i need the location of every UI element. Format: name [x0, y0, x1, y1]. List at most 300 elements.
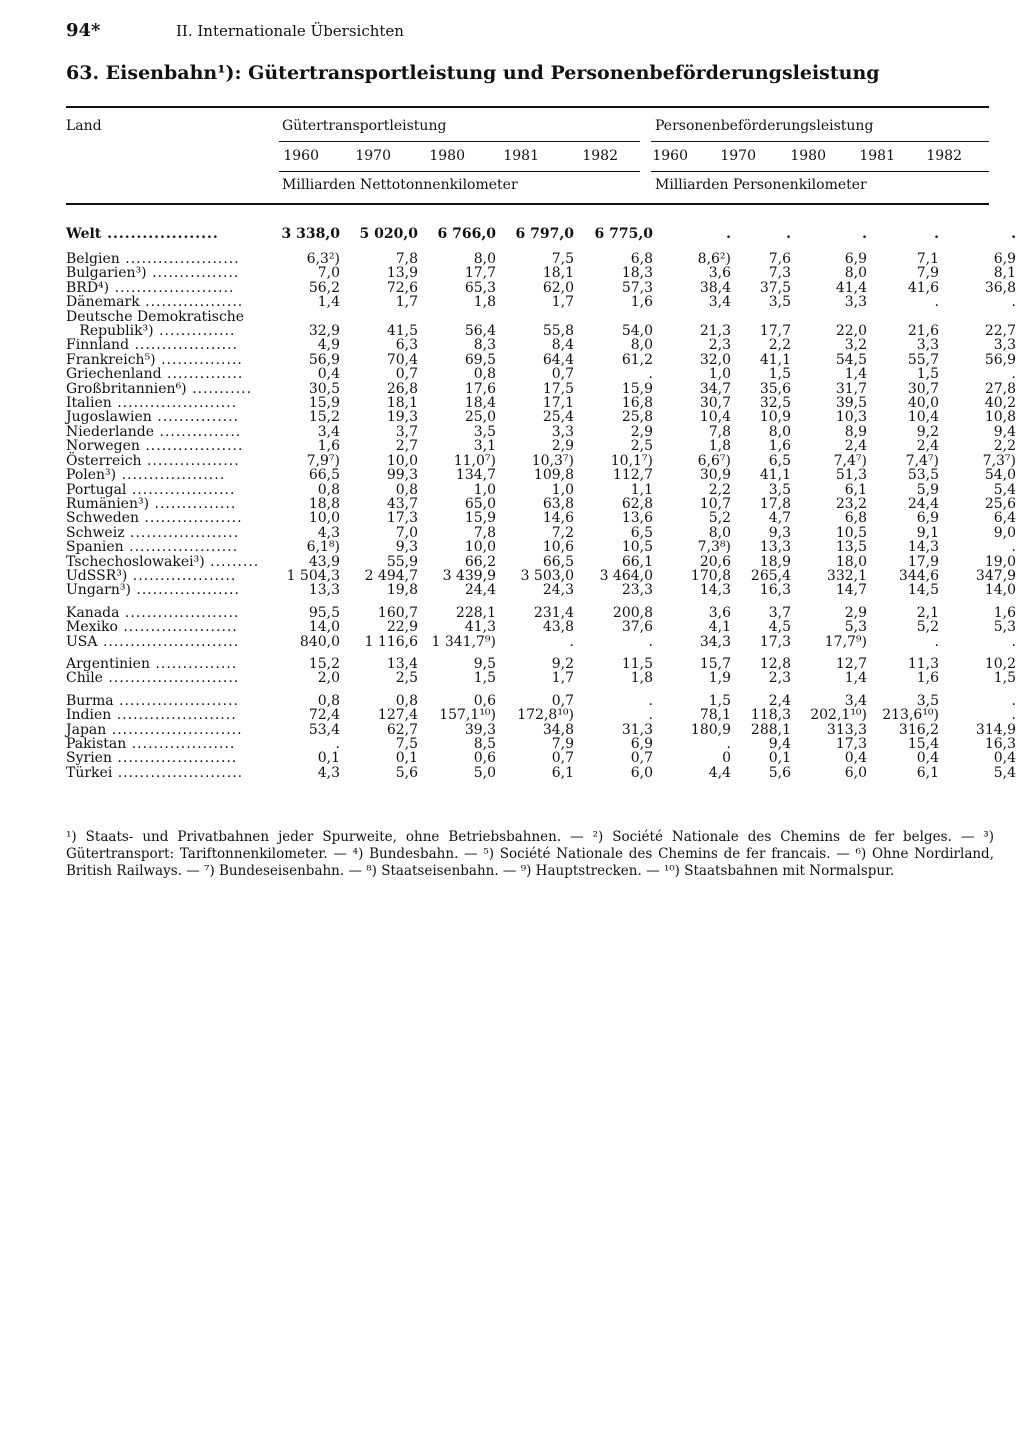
- value-cell: 62,7: [386, 721, 418, 738]
- value-cell: 0,6: [473, 692, 496, 709]
- value-cell: 0,4: [317, 366, 340, 383]
- value-cell: 41,3: [464, 619, 496, 636]
- table-row: [66, 708, 1020, 722]
- value-cell: 24,4: [907, 495, 939, 512]
- value-cell: 36,8: [984, 279, 1016, 296]
- country-cell: [66, 606, 278, 620]
- value-cell: 63,8: [542, 495, 574, 512]
- value-cell: 3,6: [708, 265, 731, 282]
- value-cell: .: [1011, 633, 1016, 650]
- value-cell: [422, 310, 500, 324]
- value-cell: 213,6¹⁰): [882, 707, 939, 724]
- value-cell: 25,6: [984, 495, 1016, 512]
- leader-dots: ...............: [151, 409, 239, 426]
- value-cell: 26,8: [386, 380, 418, 397]
- value-cell: 0,8: [317, 481, 340, 498]
- value-cell: 288,1: [750, 721, 791, 738]
- value-cell: 3,7: [395, 423, 418, 440]
- value-cell: 1 504,3: [286, 567, 340, 584]
- value-cell: 11,0⁷): [453, 452, 496, 469]
- table-row: [66, 382, 1020, 396]
- value-cell: 1,1: [630, 481, 653, 498]
- value-cell: 12,7: [835, 655, 867, 672]
- value-cell: 54,5: [835, 351, 867, 368]
- country-name: Türkei: [66, 764, 113, 781]
- value-cell: 0,4: [844, 750, 867, 767]
- table-row: [66, 526, 1020, 540]
- country-name: Tschechoslowakei³): [66, 553, 205, 570]
- value-cell: 1,5: [768, 366, 791, 383]
- value-cell: 202,1¹⁰): [810, 707, 867, 724]
- value-cell: 1,6: [768, 438, 791, 455]
- table-row: [66, 439, 1020, 453]
- value-cell: 10,2: [984, 655, 1016, 672]
- table-row: [66, 751, 1020, 765]
- value-cell: 0,7: [551, 366, 574, 383]
- value-cell: 3,5: [768, 294, 791, 311]
- value-cell: 2,3: [768, 670, 791, 687]
- country-cell: [66, 671, 278, 685]
- value-cell: 170,8: [690, 567, 731, 584]
- value-cell: 17,9: [907, 553, 939, 570]
- leader-dots: ......................: [113, 692, 239, 709]
- passenger-unit-header: Milliarden Personenkilometer: [655, 177, 867, 193]
- value-cell: 16,8: [621, 395, 653, 412]
- value-cell: 332,1: [826, 567, 867, 584]
- country-name: Griechenland: [66, 366, 162, 383]
- value-cell: 6,8: [630, 251, 653, 267]
- value-cell: 180,9: [690, 721, 731, 738]
- country-name: Argentinien: [66, 655, 150, 672]
- country-cell: [66, 353, 278, 367]
- value-cell: 2,5: [630, 438, 653, 455]
- value-cell: 38,4: [699, 279, 731, 296]
- header-bottom-rule: [66, 203, 989, 205]
- value-cell: 39,5: [835, 395, 867, 412]
- value-cell: 22,0: [835, 323, 867, 340]
- value-cell: 1 341,7⁹): [431, 633, 496, 650]
- value-cell: 1,4: [317, 294, 340, 311]
- value-cell: 17,7: [464, 265, 496, 282]
- table-row: [66, 657, 1020, 671]
- value-cell: 72,4: [308, 707, 340, 724]
- value-cell: 69,5: [464, 351, 496, 368]
- value-cell: 6,9: [916, 510, 939, 527]
- value-cell: 55,8: [542, 323, 574, 340]
- value-cell: 18,0: [835, 553, 867, 570]
- value-cell: 7,2: [551, 524, 574, 541]
- table-row: [66, 540, 1020, 554]
- value-cell: 54,0: [984, 467, 1016, 484]
- table-row: [66, 497, 1020, 511]
- value-cell: 24,4: [464, 582, 496, 599]
- value-cell: 3,4: [317, 423, 340, 440]
- value-cell: 2,0: [317, 670, 340, 687]
- country-name: Republik³): [66, 323, 154, 340]
- country-name: BRD⁴): [66, 279, 110, 296]
- leader-dots: ...............: [155, 351, 243, 368]
- value-cell: 8,0: [768, 423, 791, 440]
- country-name: Belgien: [66, 251, 120, 267]
- value-cell: 25,8: [621, 409, 653, 426]
- value-cell: 0,4: [993, 750, 1016, 767]
- value-cell: 6,9: [630, 736, 653, 752]
- value-cell: 24,3: [542, 582, 574, 599]
- value-cell: 78,1: [699, 707, 731, 724]
- value-cell: 6,1: [551, 764, 574, 781]
- table-row: [66, 338, 1020, 352]
- value-cell: 0,8: [317, 692, 340, 709]
- freight-year-1982: 1982: [582, 148, 618, 164]
- value-cell: 2,2: [768, 337, 791, 354]
- data-table: [66, 224, 1020, 780]
- country-name: Pakistan: [66, 736, 127, 752]
- value-cell: 13,3: [759, 539, 791, 556]
- value-cell: 5,4: [993, 764, 1016, 781]
- value-cell: 32,9: [308, 323, 340, 340]
- country-cell: [66, 410, 278, 424]
- section-title: II. Internationale Übersichten: [176, 22, 404, 40]
- value-cell: [735, 310, 795, 324]
- value-cell: 3,3: [916, 337, 939, 354]
- leader-dots: ...................: [126, 481, 236, 498]
- table-row: [66, 723, 1020, 737]
- table-row: [66, 606, 1020, 620]
- value-cell: 18,4: [464, 395, 496, 412]
- value-cell: 10,4: [699, 409, 731, 426]
- value-cell: 118,3: [750, 707, 791, 724]
- country-name: Burma: [66, 692, 114, 709]
- leader-dots: ...................: [101, 226, 219, 242]
- leader-dots: ...................: [127, 567, 237, 584]
- value-cell: .: [648, 707, 653, 724]
- value-cell: 6,1⁸): [306, 539, 340, 556]
- value-cell: .: [786, 226, 791, 242]
- value-cell: 347,9: [975, 567, 1016, 584]
- land-column-header: Land: [66, 118, 102, 134]
- country-cell: [66, 266, 278, 280]
- country-name: Indien: [66, 707, 112, 724]
- value-cell: 34,3: [699, 633, 731, 650]
- value-cell: [871, 310, 943, 324]
- value-cell: .: [648, 633, 653, 650]
- value-cell: 8,0: [473, 251, 496, 267]
- country-name: Japan: [66, 721, 107, 738]
- leader-dots: .....................: [119, 251, 240, 267]
- value-cell: 10,1⁷): [610, 452, 653, 469]
- country-name: Deutsche Demokratische: [66, 308, 245, 325]
- value-cell: [344, 310, 422, 324]
- country-name: USA: [66, 633, 98, 650]
- value-cell: 5,6: [395, 764, 418, 781]
- value-cell: 17,3: [835, 736, 867, 752]
- passenger-year-1981: 1981: [859, 148, 895, 164]
- value-cell: 4,7: [768, 510, 791, 527]
- country-name: Kanada: [66, 604, 120, 621]
- footnotes: ¹) Staats- und Privatbahnen jeder Spurweite, ohne Betriebsbahnen. — ²) Société Nationale des Chemins de fer belges. — ³) Gütertransport: Tariftonnenkilometer. — ⁴) Bundesbahn. — ⁵) Société Nationale des Chemins de fer francais. — ⁶) Ohne Nordirland, British Railways. — ⁷) Bundeseisenbahn. — ⁸) Staatseisenbahn. — ⁹) Hauptstrecken. — ¹⁰) Staatsbahnen mit Normalspur.: [66, 829, 994, 879]
- leader-dots: ...............: [149, 495, 237, 512]
- value-cell: 7,3⁸): [697, 539, 731, 556]
- value-cell: 6,5: [630, 524, 653, 541]
- leader-dots: ..................: [138, 510, 243, 527]
- value-cell: 15,9: [308, 395, 340, 412]
- value-cell: 1,6: [317, 438, 340, 455]
- value-cell: 21,3: [699, 323, 731, 340]
- value-cell: 5,3: [993, 619, 1016, 636]
- value-cell: 2,4: [844, 438, 867, 455]
- value-cell: 19,3: [386, 409, 418, 426]
- country-cell: [66, 382, 278, 396]
- value-cell: 3,3: [993, 337, 1016, 354]
- value-cell: 2,9: [630, 423, 653, 440]
- value-cell: [943, 310, 1020, 324]
- value-cell: .: [1011, 226, 1016, 242]
- value-cell: 2,4: [916, 438, 939, 455]
- value-cell: 200,8: [612, 604, 653, 621]
- value-cell: 3,5: [916, 692, 939, 709]
- country-cell: [66, 635, 278, 649]
- country-cell: [66, 483, 278, 497]
- value-cell: 160,7: [377, 604, 418, 621]
- value-cell: 7,6: [768, 251, 791, 267]
- value-cell: 1,0: [708, 366, 731, 383]
- value-cell: 3,6: [708, 604, 731, 621]
- value-cell: 2,2: [708, 481, 731, 498]
- leader-dots: ..................: [139, 438, 244, 455]
- leader-dots: ..............: [153, 323, 236, 340]
- value-cell: 112,7: [612, 467, 653, 484]
- leader-dots: ..................: [139, 294, 244, 311]
- leader-dots: ........................: [106, 721, 243, 738]
- country-cell: [66, 295, 278, 309]
- value-cell: 7,8: [708, 423, 731, 440]
- value-cell: 0,8: [473, 366, 496, 383]
- leader-dots: ......................: [111, 707, 237, 724]
- freight-year-1960: 1960: [283, 148, 319, 164]
- value-cell: 30,7: [907, 380, 939, 397]
- table-row: [66, 620, 1020, 634]
- value-cell: 17,8: [759, 495, 791, 512]
- value-cell: 0,1: [317, 750, 340, 767]
- value-cell: .: [1011, 539, 1016, 556]
- value-cell: 30,5: [308, 380, 340, 397]
- value-cell: 7,3: [768, 265, 791, 282]
- country-cell: [66, 555, 278, 569]
- country-name: Bulgarien³): [66, 265, 147, 282]
- value-cell: 1,0: [551, 481, 574, 498]
- passenger-year-1980: 1980: [790, 148, 826, 164]
- leader-dots: .......................: [112, 764, 244, 781]
- value-cell: 10,0: [308, 510, 340, 527]
- value-cell: 3,1: [473, 438, 496, 455]
- value-cell: 9,5: [473, 655, 496, 672]
- value-cell: 2,9: [551, 438, 574, 455]
- value-cell: 15,9: [464, 510, 496, 527]
- value-cell: 10,3⁷): [531, 452, 574, 469]
- freight-year-1981: 1981: [503, 148, 539, 164]
- value-cell: [278, 310, 344, 324]
- value-cell: 39,3: [464, 721, 496, 738]
- country-name: Österreich: [66, 452, 142, 469]
- value-cell: 3 439,9: [442, 567, 496, 584]
- value-cell: 62,0: [542, 279, 574, 296]
- value-cell: 25,4: [542, 409, 574, 426]
- value-cell: 43,9: [308, 553, 340, 570]
- value-cell: 5,4: [993, 481, 1016, 498]
- country-name: Polen³): [66, 467, 117, 484]
- value-cell: 1 116,6: [364, 633, 418, 650]
- value-cell: 0,1: [395, 750, 418, 767]
- value-cell: 172,8¹⁰): [517, 707, 574, 724]
- country-cell: [66, 324, 278, 338]
- value-cell: 10,6: [542, 539, 574, 556]
- value-cell: 6,0: [630, 764, 653, 781]
- country-cell: [66, 468, 278, 482]
- value-cell: 5,2: [916, 619, 939, 636]
- value-cell: 127,4: [377, 707, 418, 724]
- value-cell: 7,5: [395, 736, 418, 752]
- value-cell: 37,6: [621, 619, 653, 636]
- value-cell: 95,5: [308, 604, 340, 621]
- value-cell: 53,4: [308, 721, 340, 738]
- value-cell: 14,0: [984, 582, 1016, 599]
- value-cell: 7,9: [916, 265, 939, 282]
- value-cell: 17,5: [542, 380, 574, 397]
- value-cell: 6 797,0: [515, 226, 574, 242]
- country-name: Schweiz: [66, 524, 125, 541]
- page-header: [66, 20, 404, 41]
- value-cell: 35,6: [759, 380, 791, 397]
- value-cell: 64,4: [542, 351, 574, 368]
- value-cell: 0,1: [768, 750, 791, 767]
- value-cell: 20,6: [699, 553, 731, 570]
- value-cell: 32,0: [699, 351, 731, 368]
- value-cell: 21,6: [907, 323, 939, 340]
- country-name: Finnland: [66, 337, 130, 354]
- passenger-year-rule: [651, 171, 989, 172]
- country-cell: [66, 454, 278, 468]
- value-cell: .: [648, 692, 653, 709]
- value-cell: .: [726, 226, 731, 242]
- value-cell: 27,8: [984, 380, 1016, 397]
- table-row: [66, 367, 1020, 381]
- leader-dots: ...........: [186, 380, 253, 397]
- country-cell: [66, 540, 278, 554]
- value-cell: 17,6: [464, 380, 496, 397]
- value-cell: .: [1011, 692, 1016, 709]
- value-cell: 344,6: [898, 567, 939, 584]
- country-name: Frankreich⁵): [66, 351, 156, 368]
- value-cell: 10,0: [386, 452, 418, 469]
- country-name: UdSSR³): [66, 567, 128, 584]
- leader-dots: ...............: [154, 423, 242, 440]
- value-cell: 34,8: [542, 721, 574, 738]
- value-cell: 7,9⁷): [306, 452, 340, 469]
- value-cell: 14,3: [907, 539, 939, 556]
- value-cell: 19,8: [386, 582, 418, 599]
- value-cell: 6,6⁷): [697, 452, 731, 469]
- country-name: Welt: [66, 226, 102, 242]
- value-cell: 22,7: [984, 323, 1016, 340]
- table-row: [66, 224, 1020, 252]
- value-cell: 2,4: [768, 692, 791, 709]
- value-cell: 41,6: [907, 279, 939, 296]
- table-row: [66, 454, 1020, 468]
- value-cell: 3,3: [551, 423, 574, 440]
- leader-dots: ...............: [149, 655, 238, 672]
- value-cell: 4,4: [708, 764, 731, 781]
- country-name: Ungarn³): [66, 582, 131, 599]
- table-row: [66, 310, 1020, 324]
- value-cell: 8,6²): [697, 251, 731, 267]
- value-cell: 56,4: [464, 323, 496, 340]
- top-rule: [66, 106, 989, 108]
- country-cell: [66, 569, 278, 583]
- value-cell: 0,8: [395, 481, 418, 498]
- value-cell: 5,2: [708, 510, 731, 527]
- value-cell: [500, 310, 578, 324]
- country-name: Großbritannien⁶): [66, 380, 187, 397]
- value-cell: 2,5: [395, 670, 418, 687]
- value-cell: 8,3: [473, 337, 496, 354]
- value-cell: 5,3: [844, 619, 867, 636]
- value-cell: 316,2: [898, 721, 939, 738]
- country-name: Rumänien³): [66, 495, 150, 512]
- leader-dots: ...................: [130, 582, 240, 599]
- value-cell: 10,5: [621, 539, 653, 556]
- value-cell: 66,2: [464, 553, 496, 570]
- value-cell: 231,4: [533, 604, 574, 621]
- country-cell: [66, 497, 278, 511]
- value-cell: 31,3: [621, 721, 653, 738]
- value-cell: 41,1: [759, 467, 791, 484]
- table-row: [66, 555, 1020, 569]
- value-cell: 15,9: [621, 380, 653, 397]
- passenger-group-rule: [651, 141, 989, 142]
- country-cell: [66, 737, 278, 751]
- value-cell: 1,5: [473, 670, 496, 687]
- value-cell: 2,1: [916, 604, 939, 621]
- value-cell: 6,5: [768, 452, 791, 469]
- data-table-body: [66, 224, 1020, 780]
- value-cell: 1,9: [708, 670, 731, 687]
- value-cell: 2,3: [708, 337, 731, 354]
- value-cell: 6 766,0: [437, 226, 496, 242]
- value-cell: 0: [722, 750, 731, 767]
- value-cell: 30,7: [699, 395, 731, 412]
- table-row: [66, 694, 1020, 708]
- value-cell: 56,2: [308, 279, 340, 296]
- value-cell: 1,6: [916, 670, 939, 687]
- table-row: [66, 410, 1020, 424]
- value-cell: 0,7: [395, 366, 418, 383]
- value-cell: 10,7: [699, 495, 731, 512]
- value-cell: 17,3: [759, 633, 791, 650]
- value-cell: 1,6: [630, 294, 653, 311]
- table-row: [66, 353, 1020, 367]
- value-cell: 3,5: [473, 423, 496, 440]
- value-cell: 17,3: [386, 510, 418, 527]
- freight-unit-header: Milliarden Nettotonnenkilometer: [282, 177, 518, 193]
- value-cell: 3,3: [844, 294, 867, 311]
- value-cell: 4,5: [768, 619, 791, 636]
- value-cell: 1,7: [551, 294, 574, 311]
- country-cell: [66, 224, 278, 252]
- value-cell: 1,8: [708, 438, 731, 455]
- value-cell: 54,0: [621, 323, 653, 340]
- value-cell: 18,3: [621, 265, 653, 282]
- value-cell: 840,0: [299, 633, 340, 650]
